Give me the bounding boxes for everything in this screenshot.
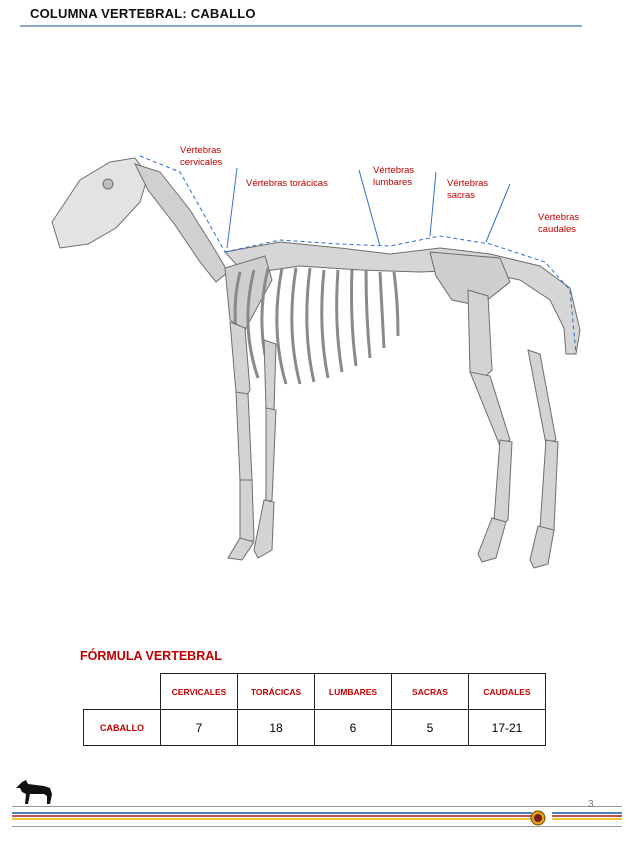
title-divider xyxy=(20,25,582,27)
label-sacral-vertebrae: Vértebras sacras xyxy=(447,178,489,201)
label-thoracic-vertebrae: Vértebras torácicas xyxy=(246,178,328,189)
horse-skeleton-illustration xyxy=(40,140,600,600)
table-row xyxy=(84,710,546,746)
label-cervical-vertebrae: Vértebras cervicales xyxy=(180,145,223,168)
horse-silhouette-icon xyxy=(14,778,54,806)
table-cell: 7 xyxy=(161,710,238,746)
university-seal-icon xyxy=(530,810,546,826)
table-cell: 17-21 xyxy=(469,710,546,746)
table-header-cell: TORÁCICAS xyxy=(238,674,315,710)
table-header-row xyxy=(84,674,546,710)
label-caudal-vertebrae: Vértebras caudales xyxy=(538,212,580,235)
table-corner-cell xyxy=(84,674,161,710)
table-cell: 18 xyxy=(238,710,315,746)
page-number: 3 xyxy=(588,799,594,810)
label-lumbar-vertebrae: Vértebras lumbares xyxy=(373,165,415,188)
table-header-cell: CAUDALES xyxy=(469,674,546,710)
table-header-cell: SACRAS xyxy=(392,674,469,710)
vertebral-formula-title: FÓRMULA VERTEBRAL xyxy=(80,649,222,663)
vertebral-formula-table xyxy=(83,673,546,746)
table-cell: 6 xyxy=(315,710,392,746)
table-header-cell: CERVICALES xyxy=(161,674,238,710)
page-title: COLUMNA VERTEBRAL: CABALLO xyxy=(30,6,256,21)
table-cell: 5 xyxy=(392,710,469,746)
table-header-cell: LUMBARES xyxy=(315,674,392,710)
table-row-label: CABALLO xyxy=(84,710,161,746)
